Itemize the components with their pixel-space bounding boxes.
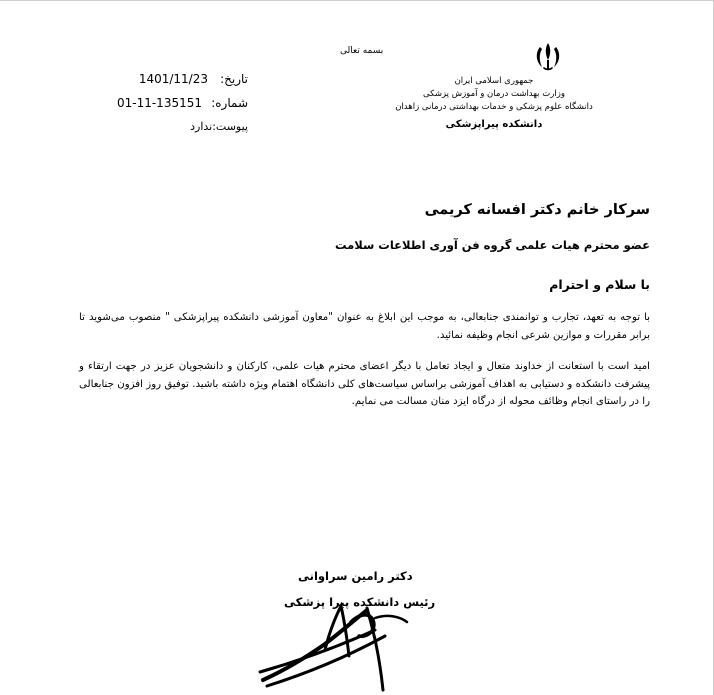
org-line-university: دانشگاه علوم پزشکی و خدمات بهداشتی درمانی زاهدان: [395, 102, 593, 112]
greeting: با سلام و احترام: [549, 277, 650, 292]
meta-attachment: [128, 120, 248, 144]
bismillah-header: بسمه تعالی: [340, 46, 384, 56]
org-faculty: دانشکده پیراپزشکی: [445, 119, 543, 130]
recipient-position: عضو محترم هیات علمی گروه فن آوری اطلاعات سلامت: [334, 238, 650, 252]
letterhead-organization: [394, 75, 594, 131]
meta-date: [128, 72, 248, 96]
signatory-title: رئیس دانشکده پیرا پزشکی: [284, 595, 436, 609]
paragraph-wishes: امید است با استعانت از خداوند متعال و ایجاد تعامل با دیگر اعضای محترم هیات علمی، کارکنان و دانشجویان عزیز در جهت ارتقاء و پیشرفت دانشکده و دستیابی به اهداف آموزشی براساس سیاست‌های کلی دانشگاه اهتمام ویژه داشته باشید. توفیق روز افزون جنابعالی را در راستای انجام وظائف محوله از درگاه ایزد منان مسالت می نمایم.: [79, 361, 650, 407]
date-label: تاریخ:: [220, 72, 248, 86]
meta-number: [116, 96, 248, 120]
paragraph-appointment: با توجه به تعهد، تجارب و توانمندی جنابعالی، به موجب این ابلاغ به عنوان "معاون آموزشی دانشکده پیراپزشکی " منصوب می‌شوید تا برابر مقررات و موازین شرعی انجام وظیفه نمائید.: [79, 312, 650, 341]
date-value: 1401/11/23: [138, 72, 208, 86]
org-line-country: جمهوری اسلامی ایران: [454, 76, 534, 86]
attachment-text: پیوست:ندارد: [190, 120, 248, 133]
org-line-ministry: وزارت بهداشت درمان و آموزش پزشکی: [423, 89, 565, 99]
number-value: 01-11-135151: [116, 96, 202, 110]
letter-meta: [116, 72, 248, 144]
number-label: شماره:: [211, 96, 248, 110]
signatory-name: دکتر رامین سراوانی: [298, 569, 413, 583]
recipient-name: سرکار خانم دکتر افسانه کریمی: [424, 202, 650, 218]
page-frame-top: [0, 0, 714, 1]
emblem-icon: [531, 40, 565, 74]
